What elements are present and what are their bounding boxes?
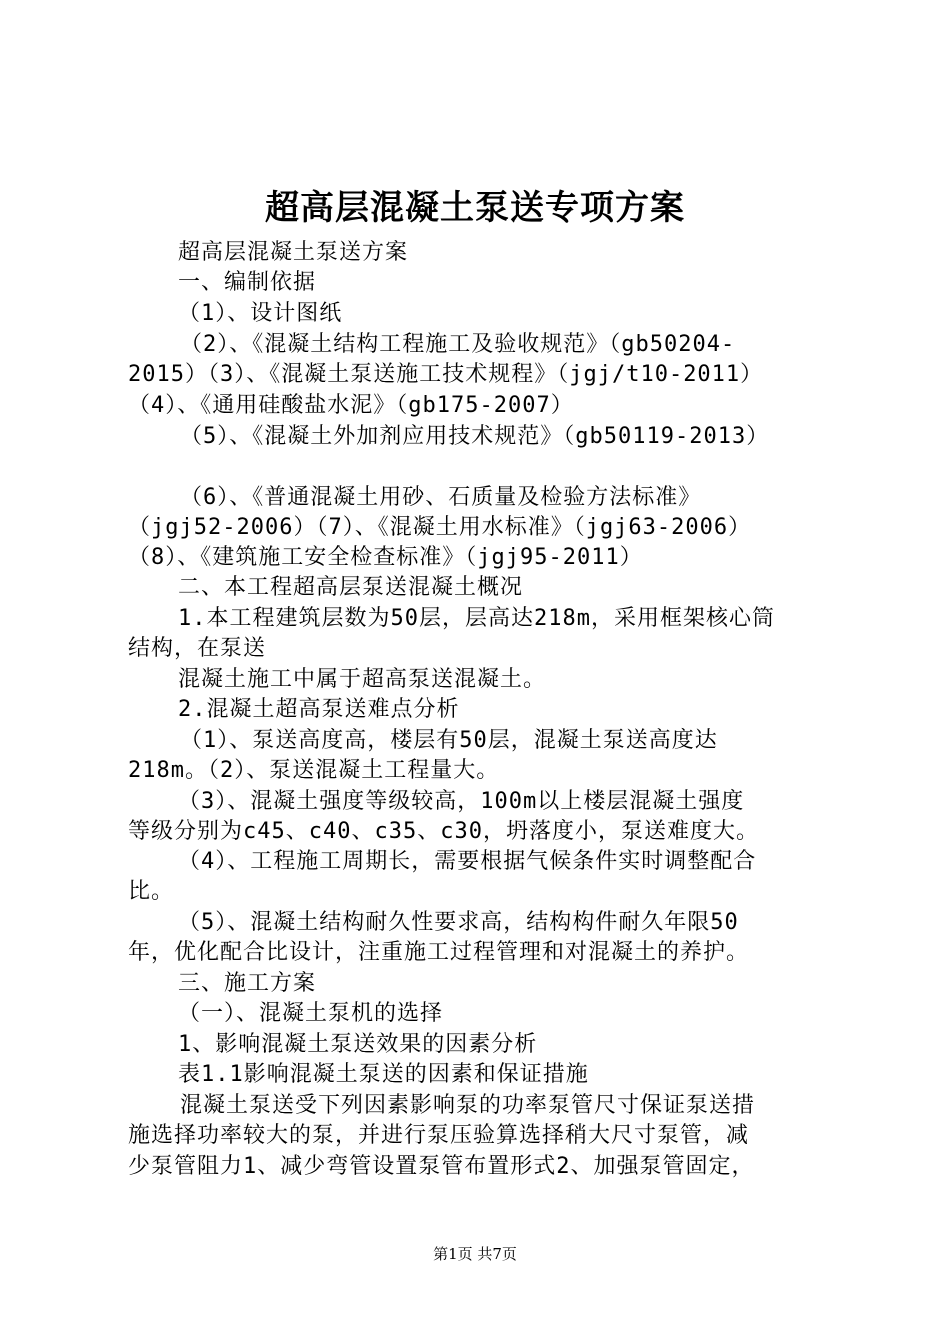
text-line: （5）、混凝土结构耐久性要求高，结构构件耐久年限50: [178, 910, 739, 935]
text-line: 二、本工程超高层泵送混凝土概况: [178, 575, 524, 600]
text-line: 比。: [128, 879, 175, 904]
text-line: （2）、《混凝土结构工程施工及验收规范》（gb50204-: [180, 332, 736, 357]
text-line: （4）、《通用硅酸盐水泥》（gb175-2007）: [128, 393, 574, 418]
text-line: （8）、《建筑施工安全检查标准》（jgj95-2011）: [128, 545, 643, 570]
text-line: （5）、《混凝土外加剂应用技术规范》（gb50119-2013）: [180, 424, 770, 449]
text-line: 三、施工方案: [178, 971, 317, 996]
text-line: （1）、设计图纸: [178, 301, 343, 326]
text-line: 施选择功率较大的泵，并进行泵压验算选择稍大尺寸泵管，减: [128, 1123, 750, 1148]
text-line: （6）、《普通混凝土用砂、石质量及检验方法标准》: [180, 485, 702, 510]
text-line: 218m。（2）、泵送混凝土工程量大。: [128, 758, 500, 783]
text-line: 年，优化配合比设计，注重施工过程管理和对混凝土的养护。: [128, 940, 750, 965]
text-line: （jgj52-2006）（7）、《混凝土用水标准》（jgj63-2006）: [128, 515, 752, 540]
text-line: （4）、工程施工周期长，需要根据气候条件实时调整配合: [178, 849, 757, 874]
text-line: 1、影响混凝土泵送效果的因素分析: [178, 1032, 538, 1057]
text-line: 混凝土泵送受下列因素影响泵的功率泵管尺寸保证泵送措: [180, 1093, 756, 1118]
text-line: 2015）（3）、《混凝土泵送施工技术规程》（jgj/t10-2011）: [128, 362, 764, 387]
page-footer: 第1页 共7页: [433, 1245, 517, 1263]
text-line: （1）、泵送高度高，楼层有50层，混凝土泵送高度达: [180, 728, 718, 753]
text-line: 等级分别为c45、c40、c35、c30，坍落度小，泵送难度大。: [128, 819, 759, 844]
text-line: 少泵管阻力1、减少弯管设置泵管布置形式2、加强泵管固定，: [128, 1154, 755, 1179]
text-line: （3）、混凝土强度等级较高，100m以上楼层混凝土强度: [178, 789, 745, 814]
document-title: 超高层混凝土泵送专项方案: [265, 188, 685, 228]
text-line: 2.混凝土超高泵送难点分析: [178, 697, 460, 722]
text-line: 表1.1影响混凝土泵送的因素和保证措施: [178, 1062, 589, 1087]
text-line: 混凝土施工中属于超高泵送混凝土。: [178, 667, 547, 692]
text-line: （一）、混凝土泵机的选择: [178, 1001, 444, 1026]
text-line: 结构，在泵送: [128, 636, 267, 661]
text-line: 1.本工程建筑层数为50层，层高达218m，采用框架核心筒: [178, 606, 775, 631]
text-line: 一、编制依据: [178, 270, 317, 295]
text-line: 超高层混凝土泵送方案: [178, 240, 409, 265]
